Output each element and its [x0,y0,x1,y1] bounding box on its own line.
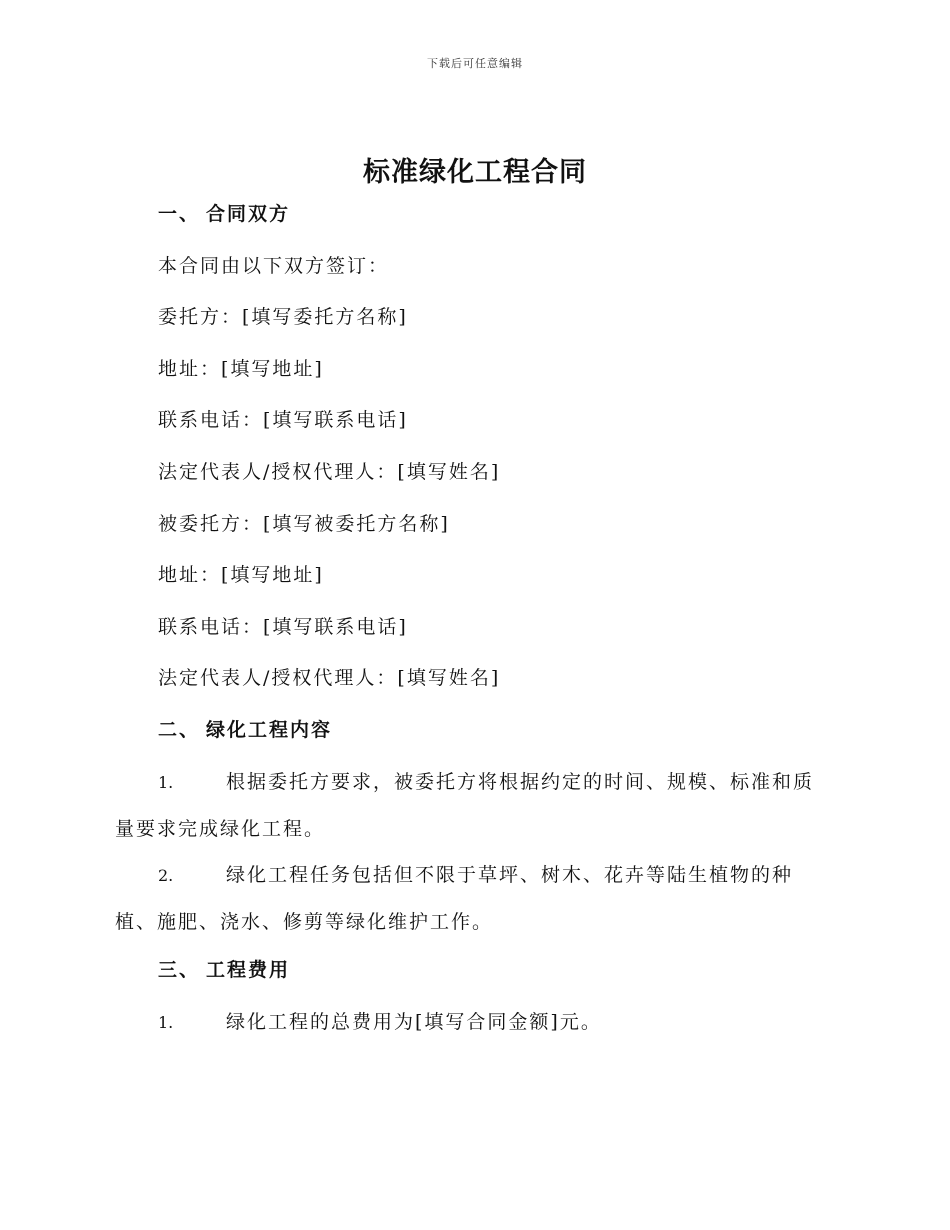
item-index: 1. [158,773,174,792]
item-text: 绿化工程任务包括但不限于草坪、树木、花卉等陆生植物的种 [226,864,794,886]
section-3-number: 三、 [158,959,201,981]
party-line: 联系电话：[填写联系电话] [158,409,408,431]
party-line: 联系电话：[填写联系电话] [158,616,408,638]
item-index: 1. [158,1013,174,1032]
section-2-heading [158,715,332,742]
section-2-title: 绿化工程内容 [206,719,333,741]
item-index: 2. [158,866,174,885]
document-title: 标准绿化工程合同 [363,157,587,188]
section-3-heading [158,955,290,982]
item-continuation: 量要求完成绿化工程。 [115,818,326,840]
item-text: 根据委托方要求，被委托方将根据约定的时间、规模、标准和质 [226,771,815,793]
party-line: 本合同由以下双方签订： [158,255,390,277]
party-line: 地址：[填写地址] [158,358,324,380]
party-line: 法定代表人/授权代理人：[填写姓名] [158,461,501,483]
section-3-title: 工程费用 [206,959,291,981]
section-1-heading [158,199,290,226]
list-item [115,767,835,841]
list-item [115,860,835,934]
party-line: 法定代表人/授权代理人：[填写姓名] [158,667,501,689]
list-item [115,1007,835,1034]
item-text: 绿化工程的总费用为[填写合同金额]元。 [226,1011,602,1033]
party-line: 委托方：[填写委托方名称] [158,306,408,328]
section-1-title: 合同双方 [206,203,291,225]
section-2-number: 二、 [158,719,201,741]
header-note: 下载后可任意编辑 [427,57,523,70]
item-continuation: 植、施肥、浇水、修剪等绿化维护工作。 [115,911,494,933]
party-line: 地址：[填写地址] [158,564,324,586]
section-1-number: 一、 [158,203,201,225]
party-line: 被委托方：[填写被委托方名称] [158,513,450,535]
